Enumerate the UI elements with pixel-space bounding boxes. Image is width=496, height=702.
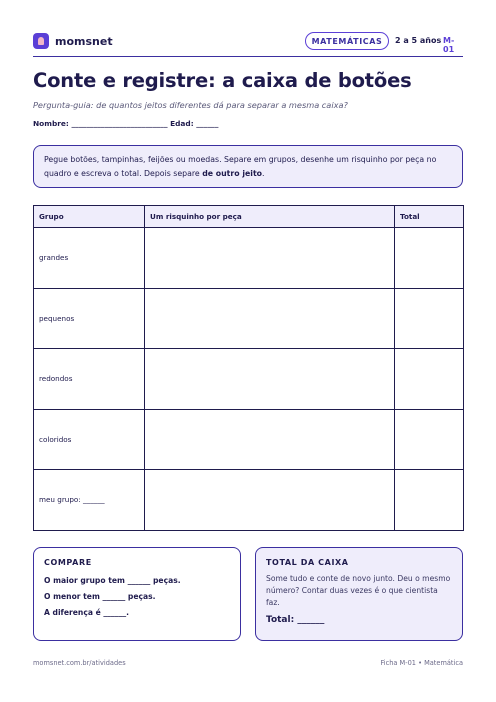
instructions-emphasis: de outro jeito [202, 169, 263, 178]
total-box [255, 547, 463, 641]
total-heading: TOTAL DA CAIXA [266, 558, 349, 567]
sheet-code: M-01 [443, 36, 455, 54]
guide-question: Pergunta-guia: de quantos jeitos diferentes dá para separar a mesma caixa? [33, 100, 348, 110]
total-cell[interactable] [395, 470, 464, 531]
total-cell[interactable] [395, 409, 464, 470]
instructions-end: . [262, 169, 265, 178]
subject-badge: MATEMÁTICAS [305, 32, 389, 50]
group-cell: coloridos [34, 409, 145, 470]
compare-line-largest[interactable]: O maior grupo tem ______ peças. [44, 576, 181, 585]
brand-name: momsnet [55, 34, 113, 48]
footer-sheet-info: Ficha M-01 • Matemática [380, 659, 463, 667]
compare-heading: COMPARE [44, 558, 92, 567]
total-cell[interactable] [395, 349, 464, 410]
instructions-text: Pegue botões, tampinhas, feijões ou moedas. Separe em grupos, desenhe um risquinho por peça no quadro e escreva o total. Depois separe [44, 155, 437, 178]
total-instructions: Some tudo e conte de novo junto. Deu o mesmo número? Contar duas vezes é o que cientista faz. [266, 574, 451, 607]
total-answer-line[interactable]: Total: ______ [266, 615, 325, 625]
table-row [34, 409, 464, 470]
header-divider [33, 56, 463, 57]
group-cell: redondos [34, 349, 145, 410]
column-header-group: Grupo [34, 206, 145, 228]
group-cell[interactable]: meu grupo: ______ [34, 470, 145, 531]
table-row [34, 288, 464, 349]
tally-cell[interactable] [145, 409, 395, 470]
tally-cell[interactable] [145, 470, 395, 531]
compare-box [33, 547, 241, 641]
compare-line-smallest[interactable]: O menor tem ______ peças. [44, 592, 156, 601]
total-cell[interactable] [395, 228, 464, 289]
table-header-row [34, 206, 464, 228]
group-cell: pequenos [34, 288, 145, 349]
table-row [34, 349, 464, 410]
tally-cell[interactable] [145, 228, 395, 289]
brand-logo[interactable] [33, 33, 113, 49]
tally-table [33, 205, 464, 531]
group-cell: grandes [34, 228, 145, 289]
column-header-total: Total [395, 206, 464, 228]
footer-url[interactable]: momsnet.com.br/atividades [33, 659, 126, 667]
total-cell[interactable] [395, 288, 464, 349]
table-row [34, 228, 464, 289]
compare-line-difference[interactable]: A diferença é ______. [44, 608, 130, 617]
header [33, 32, 463, 54]
table-row [34, 470, 464, 531]
name-age-line[interactable]: Nombre: __________________________ Edad: ______ [33, 119, 219, 128]
age-range: 2 a 5 años [395, 36, 442, 45]
instructions-box [33, 145, 463, 188]
column-header-tally: Um risquinho por peça [145, 206, 395, 228]
tally-cell[interactable] [145, 349, 395, 410]
tally-cell[interactable] [145, 288, 395, 349]
momsnet-logo-icon [33, 33, 49, 49]
page-title: Conte e registre: a caixa de botões [33, 69, 412, 92]
